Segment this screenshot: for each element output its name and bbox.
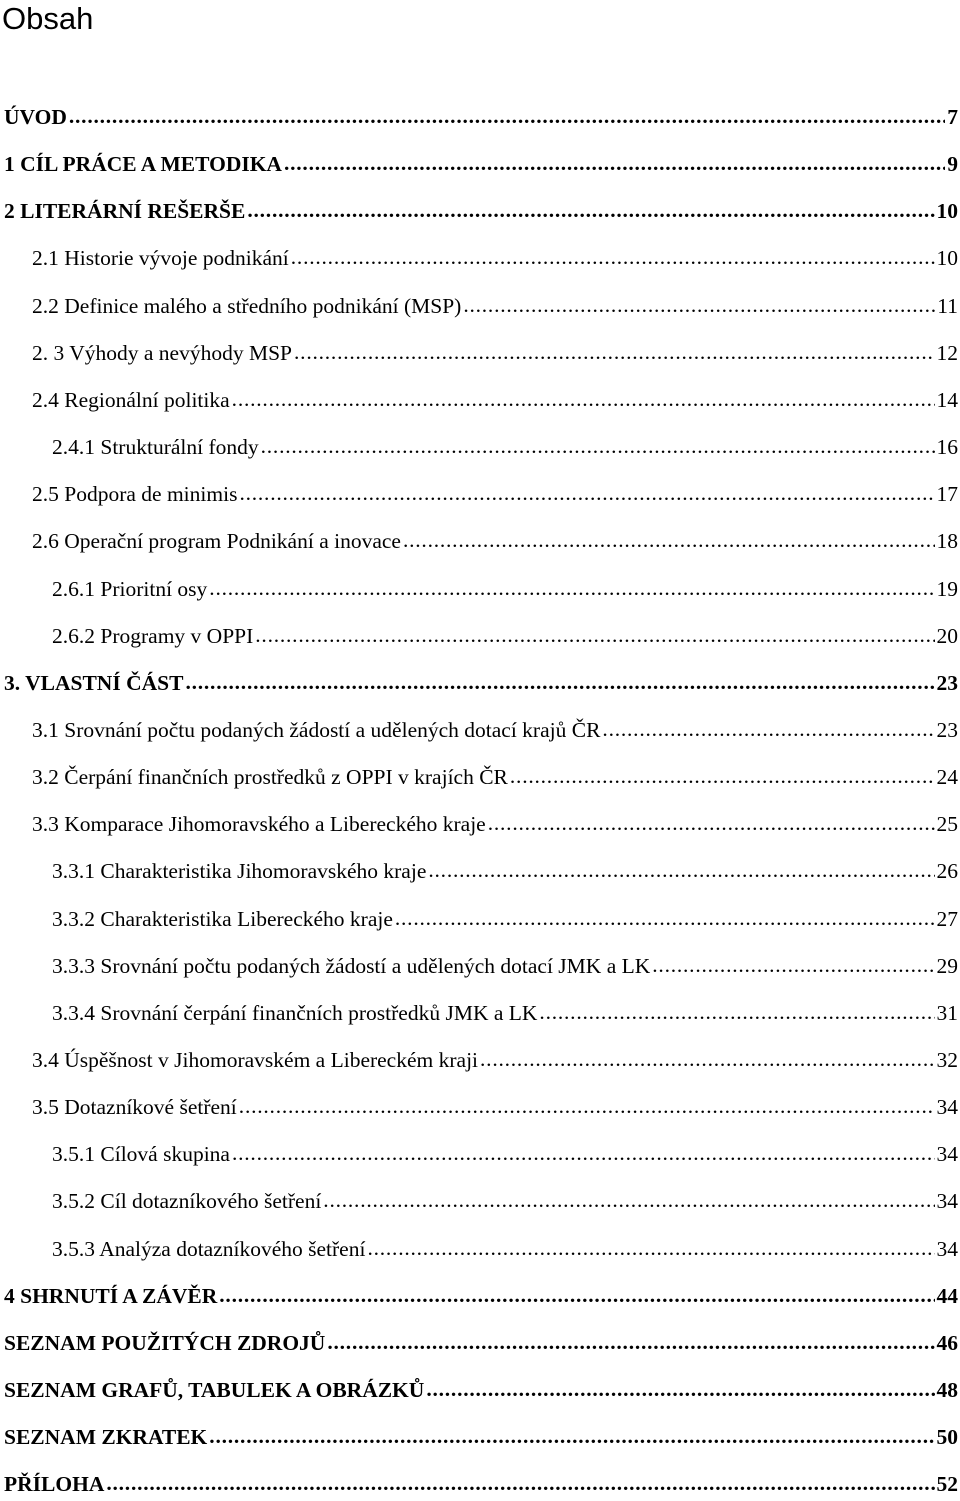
toc-entry-page: 7: [947, 100, 960, 134]
toc-entry-label: 3.5.1 Cílová skupina: [52, 1137, 230, 1171]
toc-entry[interactable]: [0, 619, 960, 653]
toc-entry-page: 34: [937, 1137, 960, 1171]
toc-dot-leader: [219, 1278, 934, 1312]
toc-entry-page: 27: [937, 902, 960, 936]
toc-entry-page: 34: [937, 1184, 960, 1218]
toc-entry-page: 12: [937, 336, 960, 370]
toc-entry-label: 3.3 Komparace Jihomoravského a Libereckého kraje: [32, 807, 486, 841]
toc-dot-leader: [232, 382, 935, 416]
toc-dot-leader: [291, 240, 935, 274]
toc-entry-label: 3.3.1 Charakteristika Jihomoravského kraje: [52, 854, 426, 888]
toc-entry[interactable]: [0, 949, 960, 983]
toc-dot-leader: [323, 1183, 934, 1217]
toc-entry-page: 10: [937, 194, 960, 228]
toc-dot-leader: [510, 759, 935, 793]
toc-entry-page: 34: [937, 1090, 960, 1124]
toc-entry-label: 2.5 Podpora de minimis: [32, 477, 237, 511]
toc-entry-page: 20: [937, 619, 960, 653]
toc-dot-leader: [428, 853, 934, 887]
toc-entry-page: 26: [937, 854, 960, 888]
toc-entry-page: 19: [937, 572, 960, 606]
toc-entry[interactable]: [0, 1232, 960, 1266]
toc-dot-leader: [247, 193, 934, 227]
toc-entry-page: 16: [937, 430, 960, 464]
toc-entry-label: 2 LITERÁRNÍ REŠERŠE: [4, 194, 245, 228]
toc-entry-page: 52: [937, 1467, 960, 1501]
toc-entry-label: 2.4.1 Strukturální fondy: [52, 430, 259, 464]
toc-dot-leader: [602, 712, 934, 746]
toc-entry[interactable]: [0, 666, 960, 700]
toc-dot-leader: [367, 1231, 934, 1265]
toc-entry[interactable]: [0, 572, 960, 606]
toc-dot-leader: [652, 948, 934, 982]
toc-dot-leader: [426, 1372, 934, 1406]
toc-dot-leader: [480, 1042, 934, 1076]
toc-entry-page: 18: [937, 524, 960, 558]
toc-entry-page: 29: [937, 949, 960, 983]
toc-entry[interactable]: [0, 477, 960, 511]
toc-entry[interactable]: [0, 1184, 960, 1218]
toc-entry-page: 14: [937, 383, 960, 417]
toc-dot-leader: [255, 618, 934, 652]
toc-entry[interactable]: [0, 147, 960, 181]
toc-entry-page: 10: [937, 241, 960, 275]
toc-entry[interactable]: [0, 289, 960, 323]
toc-entry-page: 32: [937, 1043, 960, 1077]
toc-entry-label: 3.4 Úspěšnost v Jihomoravském a Libereckém kraji: [32, 1043, 478, 1077]
toc-entry-label: 3.2 Čerpání finančních prostředků z OPPI v krajích ČR: [32, 760, 508, 794]
toc-entry-label: SEZNAM GRAFŮ, TABULEK A OBRÁZKŮ: [4, 1373, 424, 1407]
toc-entry-page: 46: [937, 1326, 960, 1360]
toc-entry-label: ÚVOD: [4, 100, 67, 134]
toc-dot-leader: [327, 1325, 934, 1359]
toc-entry[interactable]: [0, 902, 960, 936]
toc-entry-page: 11: [937, 289, 960, 323]
toc-entry[interactable]: [0, 1420, 960, 1454]
toc-dot-leader: [261, 429, 935, 463]
toc-entry-label: PŘÍLOHA: [4, 1467, 104, 1501]
toc-entry-label: 3.3.2 Charakteristika Libereckého kraje: [52, 902, 393, 936]
toc-dot-leader: [294, 335, 934, 369]
toc-dot-leader: [488, 806, 935, 840]
toc-dot-leader: [69, 99, 945, 133]
toc-entry-label: 3.3.4 Srovnání čerpání finančních prostředků JMK a LK: [52, 996, 537, 1030]
toc-entry-label: 3.5.3 Analýza dotazníkového šetření: [52, 1232, 365, 1266]
toc-entry-label: 2.4 Regionální politika: [32, 383, 230, 417]
toc-entry-label: SEZNAM ZKRATEK: [4, 1420, 207, 1454]
toc-entry[interactable]: [0, 854, 960, 888]
toc-dot-leader: [284, 146, 945, 180]
toc-entry[interactable]: [0, 100, 960, 134]
toc-entry-label: 1 CÍL PRÁCE A METODIKA: [4, 147, 282, 181]
toc-entry-page: 24: [937, 760, 960, 794]
page-title: Obsah: [2, 0, 93, 38]
toc-entry[interactable]: [0, 713, 960, 747]
toc-entry-label: 2.6.1 Prioritní osy: [52, 572, 207, 606]
toc-entry[interactable]: [0, 1279, 960, 1313]
toc-dot-leader: [395, 901, 935, 935]
toc-entry-label: 2. 3 Výhody a nevýhody MSP: [32, 336, 292, 370]
toc-entry-page: 44: [937, 1279, 960, 1313]
toc-entry-page: 17: [937, 477, 960, 511]
toc-dot-leader: [239, 476, 934, 510]
toc-entry[interactable]: [0, 241, 960, 275]
toc-entry-label: 3. VLASTNÍ ČÁST: [4, 666, 183, 700]
toc-entry[interactable]: [0, 524, 960, 558]
toc-entry[interactable]: [0, 1043, 960, 1077]
toc-entry[interactable]: [0, 430, 960, 464]
toc-entry[interactable]: [0, 383, 960, 417]
toc-entry[interactable]: [0, 1326, 960, 1360]
toc-dot-leader: [403, 523, 935, 557]
toc-entry-page: 25: [937, 807, 960, 841]
toc-entry-label: 2.1 Historie vývoje podnikání: [32, 241, 289, 275]
toc-dot-leader: [539, 995, 934, 1029]
toc-dot-leader: [239, 1089, 935, 1123]
toc-dot-leader: [209, 571, 934, 605]
toc-entry-page: 48: [937, 1373, 960, 1407]
toc-entry-page: 23: [937, 666, 960, 700]
toc-entry-page: 50: [937, 1420, 960, 1454]
toc-entry-label: 4 SHRNUTÍ A ZÁVĚR: [4, 1279, 217, 1313]
toc-entry-page: 23: [937, 713, 960, 747]
toc-entry[interactable]: [0, 1373, 960, 1407]
toc-entry[interactable]: [0, 336, 960, 370]
toc-entry[interactable]: [0, 1137, 960, 1171]
toc-entry-page: 31: [937, 996, 960, 1030]
toc-dot-leader: [209, 1419, 934, 1453]
toc-entry-label: 2.6.2 Programy v OPPI: [52, 619, 253, 653]
toc-entry-page: 34: [937, 1232, 960, 1266]
toc-entry-page: 9: [947, 147, 960, 181]
toc-dot-leader: [232, 1136, 935, 1170]
toc-entry[interactable]: [0, 1467, 960, 1501]
toc-entry-label: 3.3.3 Srovnání počtu podaných žádostí a udělených dotací JMK a LK: [52, 949, 650, 983]
toc-dot-leader: [185, 665, 934, 699]
toc-entry-label: 3.1 Srovnání počtu podaných žádostí a udělených dotací krajů ČR: [32, 713, 600, 747]
toc-entry-label: 2.2 Definice malého a středního podnikání (MSP): [32, 289, 461, 323]
toc-entry-label: 3.5 Dotazníkové šetření: [32, 1090, 237, 1124]
toc-entry-label: SEZNAM POUŽITÝCH ZDROJŮ: [4, 1326, 325, 1360]
toc-entry[interactable]: [0, 996, 960, 1030]
toc-entry[interactable]: [0, 1090, 960, 1124]
toc-entry[interactable]: [0, 194, 960, 228]
toc-dot-leader: [463, 288, 935, 322]
toc-entry[interactable]: [0, 760, 960, 794]
toc-dot-leader: [106, 1466, 934, 1500]
toc-entry[interactable]: [0, 807, 960, 841]
toc-entry-label: 2.6 Operační program Podnikání a inovace: [32, 524, 401, 558]
toc-entry-label: 3.5.2 Cíl dotazníkového šetření: [52, 1184, 321, 1218]
